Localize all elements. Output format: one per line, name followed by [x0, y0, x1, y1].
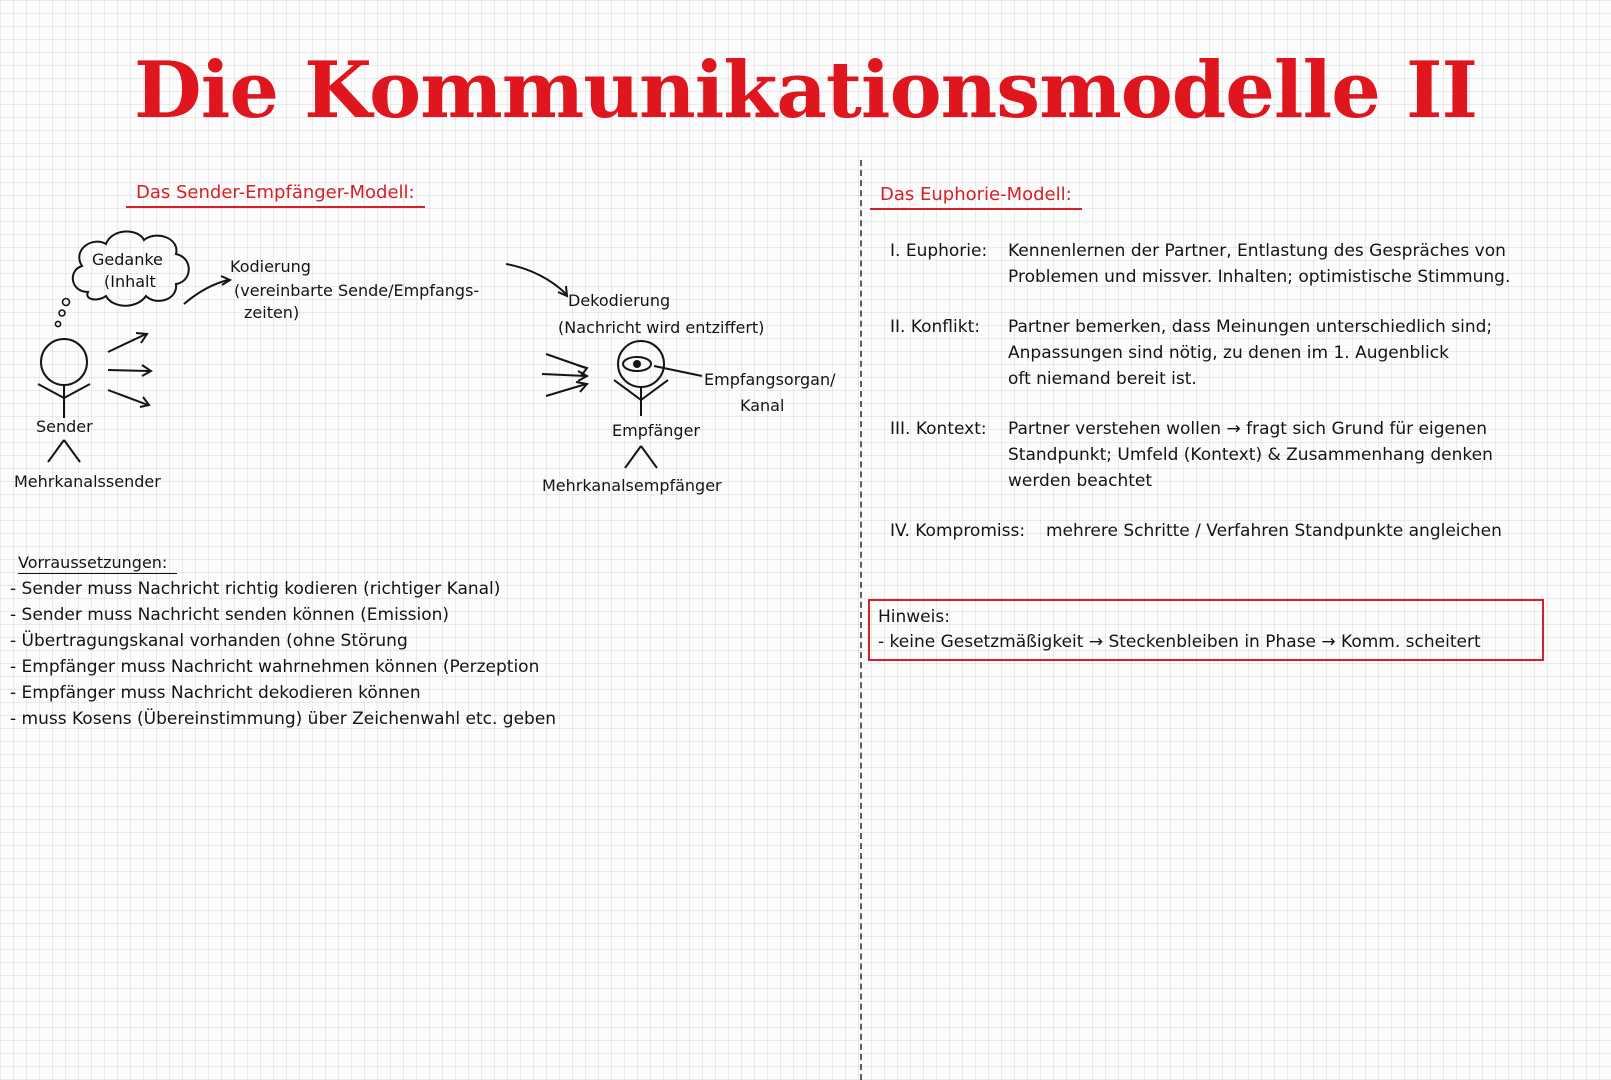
- decoding-detail: (Nachricht wird entziffert): [558, 318, 765, 337]
- emission-arrows-icon: [108, 333, 151, 407]
- receiver-figure-icon: [614, 341, 668, 468]
- phase-text-line: Standpunkt; Umfeld (Kontext) & Zusammenhang denken: [1008, 445, 1493, 465]
- sender-receiver-heading: Das Sender-Empfänger-Modell:: [126, 182, 425, 208]
- phase-text-line: Anpassungen sind nötig, zu denen im 1. Augenblick: [1008, 343, 1449, 363]
- encoding-label: Kodierung: [230, 257, 311, 276]
- phase-text-line: Problemen und missver. Inhalten; optimistische Stimmung.: [1008, 267, 1511, 287]
- list-item: - Sender muss Nachricht senden können (Emission): [10, 605, 450, 625]
- page-title: Die Kommunikationsmodelle II: [134, 45, 1477, 136]
- phase-kontext: [890, 416, 1570, 494]
- hint-box: [868, 599, 1544, 661]
- phase-text-line: Partner verstehen wollen → fragt sich Grund für eigenen: [1008, 419, 1487, 439]
- phase-euphorie: [890, 238, 1570, 290]
- thought-label-line1: Gedanke: [92, 250, 163, 269]
- list-item: - Empfänger muss Nachricht dekodieren können: [10, 683, 421, 703]
- encoding-detail-line1: (vereinbarte Sende/Empfangs-: [234, 281, 480, 300]
- hint-label: Hinweis:: [878, 607, 950, 627]
- sender-figure-icon: [38, 339, 90, 462]
- sender-sub-label: Mehrkanalssender: [14, 472, 161, 491]
- receiver-label: Empfänger: [612, 421, 701, 440]
- arrow-icon: [184, 280, 228, 304]
- thought-bubble-icon: [59, 310, 65, 316]
- phase-list: [890, 238, 1570, 544]
- thought-bubble-icon: [63, 299, 70, 306]
- organ-label-line2: Kanal: [740, 396, 785, 415]
- phase-label: IV. Kompromiss:: [890, 521, 1026, 541]
- phase-label: I. Euphorie:: [890, 241, 988, 261]
- phase-text-line: mehrere Schritte / Verfahren Standpunkte angleichen: [1046, 521, 1502, 541]
- phase-text-line: werden beachtet: [1008, 471, 1153, 491]
- sender-label: Sender: [36, 417, 93, 436]
- list-item: - Empfänger muss Nachricht wahrnehmen können (Perzeption: [10, 657, 540, 677]
- organ-label-line1: Empfangsorgan/: [704, 370, 836, 389]
- thought-label-line2: (Inhalt: [104, 272, 156, 291]
- prerequisites-heading: Vorraussetzungen:: [18, 553, 177, 574]
- thought-bubble-icon: [55, 321, 60, 326]
- phase-label: III. Kontext:: [890, 419, 987, 439]
- phase-text-line: Partner bemerken, dass Meinungen unterschiedlich sind;: [1008, 317, 1493, 337]
- phase-label: II. Konflikt:: [890, 317, 980, 337]
- list-item: - Sender muss Nachricht richtig kodieren (richtiger Kanal): [10, 579, 501, 599]
- euphoria-model-heading: Das Euphorie-Modell:: [870, 184, 1082, 210]
- encoding-detail-line2: zeiten): [244, 303, 300, 322]
- prerequisites-list: [10, 576, 556, 732]
- list-item: - Übertragungskanal vorhanden (ohne Störung: [10, 631, 408, 651]
- arrow-icon: [506, 264, 566, 294]
- phase-text-line: oft niemand bereit ist.: [1008, 369, 1197, 389]
- phase-text-line: Kennenlernen der Partner, Entlastung des Gespräches von: [1008, 241, 1506, 261]
- phase-kompromiss: [890, 518, 1570, 544]
- list-item: - muss Kosens (Übereinstimmung) über Zeichenwahl etc. geben: [10, 709, 557, 729]
- decoding-label: Dekodierung: [568, 291, 671, 310]
- receiver-sub-label: Mehrkanalsempfänger: [542, 476, 722, 495]
- phase-konflikt: [890, 314, 1570, 392]
- hint-text: - keine Gesetzmäßigkeit → Steckenbleiben in Phase → Komm. scheitert: [878, 632, 1481, 652]
- incoming-arrows-icon: [542, 354, 587, 396]
